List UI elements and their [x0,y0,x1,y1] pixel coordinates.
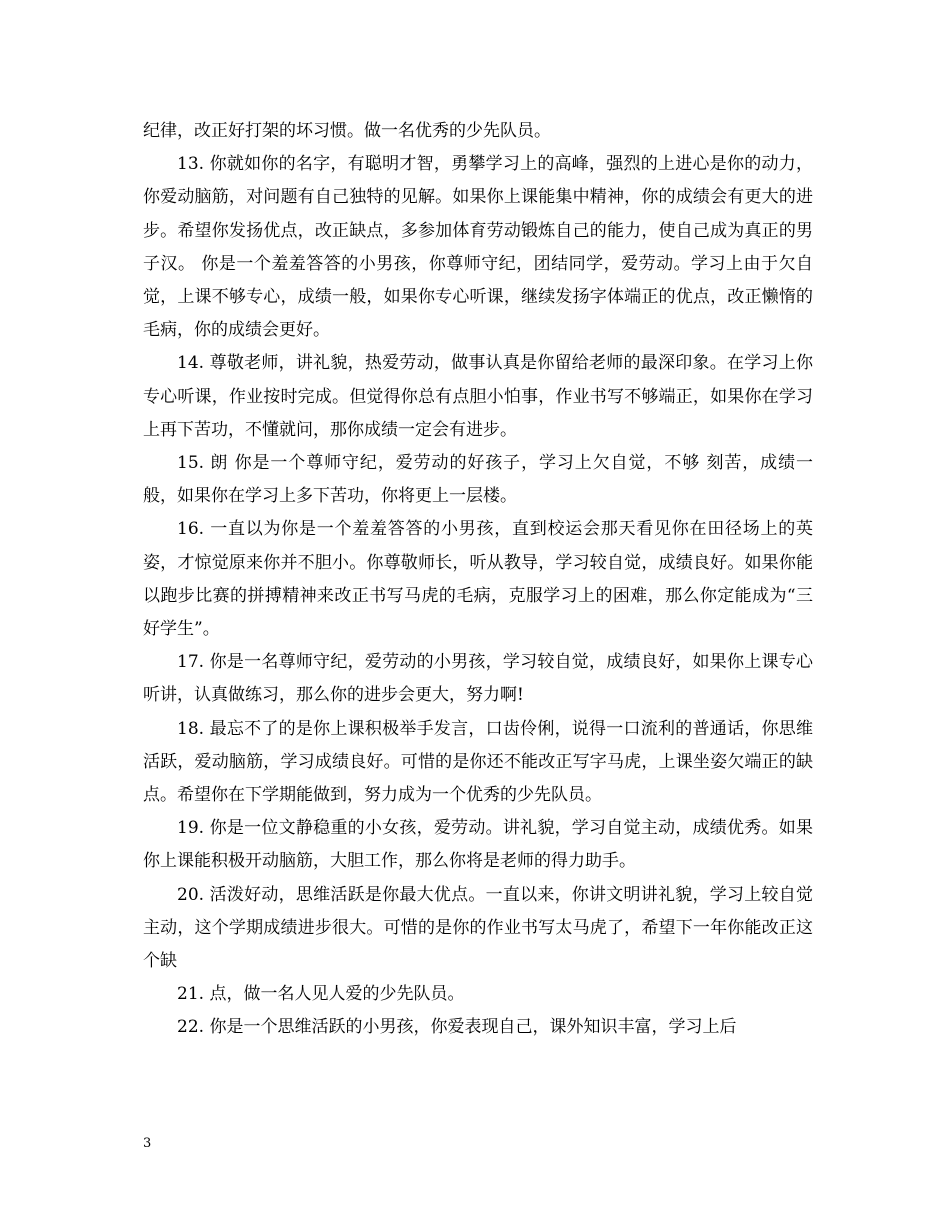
paragraph-14: 14. 尊敬老师，讲礼貌，热爱劳动，做事认真是你留给老师的最深印象。在学习上你专心听课，作业按时完成。但觉得你总有点胆小怕事，作业书写不够端正，如果你在学习上再下苦功，不懂就问，那你成绩一定会有进步。 [143,353,813,440]
paragraph-continuation: 纪律，改正好打架的坏习惯。做一名优秀的少先队员。 [143,121,551,141]
page-number: 3 [143,1136,152,1151]
paragraph-13: 13. 你就如你的名字，有聪明才智，勇攀学习上的高峰，强烈的上进心是你的动力，你爱动脑筋，对问题有自己独特的见解。如果你上课能集中精神，你的成绩会有更大的进步。希望你发扬优点，改正缺点，多参加体育劳动锻炼自己的能力，使自己成为真正的男子汉。 你是一个羞羞答答的小男孩，你尊师守纪，团结同学，爱劳动。学习上由于欠自觉，上课不够专心，成绩一般，如果你专心听课，继续发扬字体端正的优点，改正懒惰的毛病，你的成绩会更好。 [143,154,813,341]
paragraph-15: 15. 朗 你是一个尊师守纪，爱劳动的好孩子，学习上欠自觉，不够 刻苦，成绩一般，如果你在学习上多下苦功，你将更上一层楼。 [143,453,813,507]
paragraph-19: 19. 你是一位文静稳重的小女孩，爱劳动。讲礼貌，学习自觉主动，成绩优秀。如果你上课能积极开动脑筋，大胆工作，那么你将是老师的得力助手。 [143,818,813,872]
paragraph-16: 16. 一直以为你是一个羞羞答答的小男孩，直到校运会那天看见你在田径场上的英姿，才惊觉原来你并不胆小。你尊敬师长，听从教导，学习较自觉，成绩良好。如果你能以跑步比赛的拼搏精神来改正书写马虎的毛病，克服学习上的困难，那么你定能成为“三好学生”。 [143,519,813,640]
paragraph-18: 18. 最忘不了的是你上课积极举手发言，口齿伶俐，说得一口流利的普通话，你思维活跃，爱动脑筋，学习成绩良好。可惜的是你还不能改正写字马虎，上课坐姿欠端正的缺点。希望你在下学期能做到，努力成为一个优秀的少先队员。 [143,718,813,806]
paragraph-22: 22. 你是一个思维活跃的小男孩，你爱表现自己，课外知识丰富，学习上后 [177,1017,737,1038]
paragraph-21: 21. 点，做一名人见人爱的少先队员。 [177,984,465,1005]
document-body [143,115,813,1045]
paragraph-17: 17. 你是一名尊师守纪，爱劳动的小男孩，学习较自觉，成绩良好，如果你上课专心听讲，认真做练习，那么你的进步会更大，努力啊! [143,652,813,706]
paragraph-20: 20. 活泼好动，思维活跃是你最大优点。一直以来，你讲文明讲礼貌，学习上较自觉主动，这个学期成绩进步很大。可惜的是你的作业书写太马虎了，希望下一年你能改正这个缺 [143,884,813,972]
